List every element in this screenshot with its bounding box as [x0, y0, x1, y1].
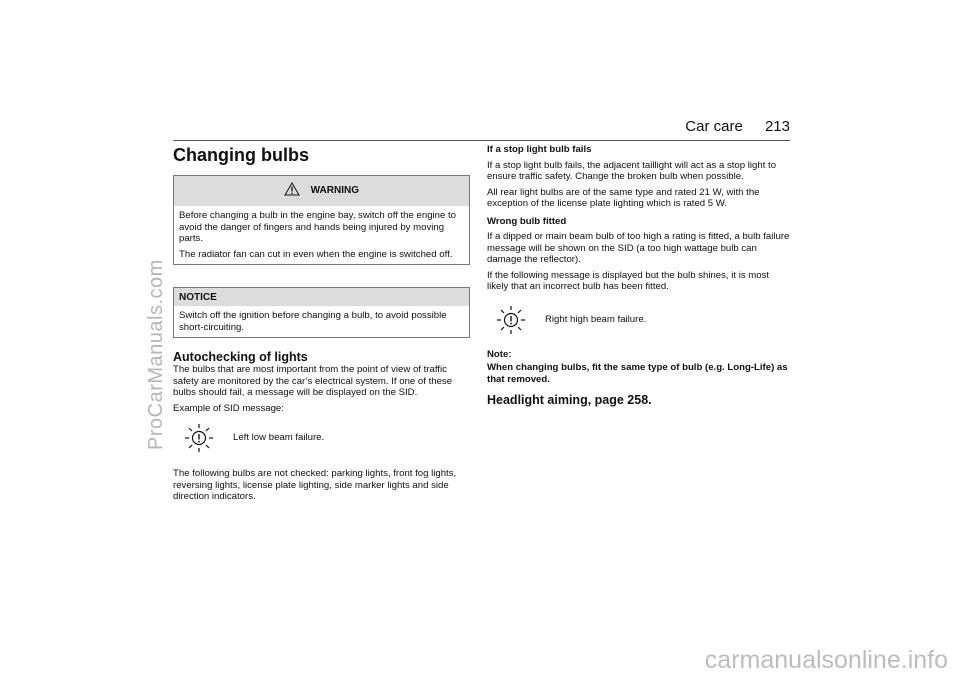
warning-label: WARNING	[310, 185, 359, 196]
notice-text: Switch off the ignition before changing a bulb, to avoid possible short-circuiting.	[179, 310, 447, 333]
autocheck-text-2: Example of SID message:	[173, 402, 284, 414]
warning-header	[174, 176, 469, 206]
bulb-failure-icon	[183, 422, 215, 454]
bottom-watermark: carmanualsonline.info	[704, 646, 948, 674]
note-text: When changing bulbs, fit the same type of bulb (e.g. Long-Life) as that removed.	[487, 362, 788, 385]
autocheck-text-1: The bulbs that are most important from the point of view of traffic safety are monitored by the car’s electrical system. If one of these bulbs should fail, a message will be displayed on the SID.	[173, 364, 453, 398]
wrong-bulb-text-1: If a dipped or main beam bulb of too high a rating is fitted, a bulb failure message will be shown on the SID (a too high wattage bulb can damage the reflector).	[487, 231, 790, 265]
page-title: Changing bulbs	[173, 145, 309, 165]
autocheck-text-3: The following bulbs are not checked: parking lights, front fog lights, reversing lights, license plate lighting, side marker lights and side direction indicators.	[173, 468, 457, 502]
wrong-bulb-heading: Wrong bulb fitted	[487, 215, 567, 227]
sid-message-right-text: Right high beam failure.	[545, 313, 647, 325]
warning-text-2: The radiator fan can cut in even when the engine is switched off.	[179, 248, 453, 260]
notice-body	[174, 306, 469, 337]
wrong-bulb-text-2: If the following message is displayed but the bulb shines, it is most likely that an incorrect bulb has been fitted.	[487, 269, 770, 292]
section-title: Car care	[685, 118, 743, 135]
notice-label: NOTICE	[174, 288, 469, 306]
notice-box	[173, 287, 470, 338]
stop-light-text-1: If a stop light bulb fails, the adjacent taillight will act as a stop light to ensure traffic safety. Change the broken bulb when possible.	[487, 159, 777, 182]
stop-light-text-2: All rear light bulbs are of the same type and rated 21 W, with the exception of the license plate lighting which is rated 5 W.	[487, 186, 760, 209]
page-number: 213	[764, 118, 790, 135]
side-watermark: ProCarManuals.com	[145, 259, 167, 450]
sid-message-left	[183, 418, 470, 458]
note-label: Note:	[487, 348, 512, 360]
autocheck-heading: Autochecking of lights	[173, 350, 308, 364]
headlight-aiming-link[interactable]: Headlight aiming, page 258.	[487, 393, 652, 407]
left-column	[173, 143, 470, 507]
stop-light-heading: If a stop light bulb fails	[487, 144, 592, 155]
warning-box	[173, 175, 470, 265]
page-header	[580, 118, 790, 135]
warning-body	[174, 206, 469, 264]
header-rule	[173, 140, 790, 141]
sid-message-right	[495, 297, 790, 343]
warning-triangle-icon	[284, 182, 300, 200]
sid-message-left-text: Left low beam failure.	[233, 432, 325, 444]
bulb-failure-icon	[495, 304, 527, 336]
warning-text-1: Before changing a bulb in the engine bay, switch off the engine to avoid the danger of fingers and hands being injured by moving parts.	[179, 210, 456, 244]
right-column	[487, 144, 790, 407]
